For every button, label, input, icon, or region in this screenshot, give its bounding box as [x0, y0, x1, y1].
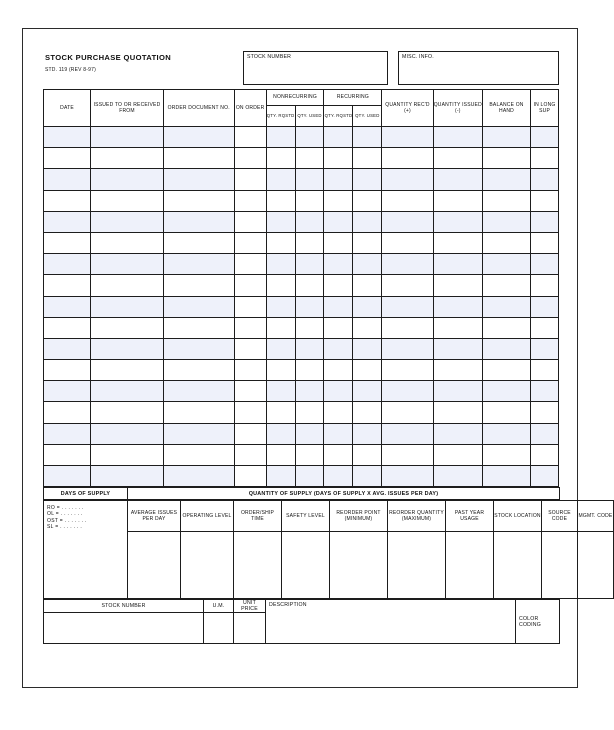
- col-header-date: DATE: [44, 90, 91, 127]
- table-cell[interactable]: [382, 275, 433, 296]
- sl-value: . . . . . . .: [60, 523, 83, 530]
- table-cell[interactable]: [324, 169, 353, 190]
- table-cell[interactable]: [433, 127, 482, 148]
- footer-col-header-unit-price: UNIT PRICE: [234, 600, 266, 613]
- table-cell[interactable]: [266, 275, 295, 296]
- table-cell[interactable]: [482, 211, 530, 232]
- col-header-in-long-sup: IN LONG SUP: [531, 90, 559, 127]
- table-cell[interactable]: [324, 275, 353, 296]
- table-cell[interactable]: [531, 423, 559, 444]
- table-cell[interactable]: [482, 444, 530, 465]
- table-cell[interactable]: [353, 423, 382, 444]
- table-cell[interactable]: [324, 127, 353, 148]
- col-header-reorder-quantity-maximum: REORDER QUANTITY (MAXIMUM): [388, 501, 446, 532]
- table-cell[interactable]: [91, 211, 164, 232]
- supply-band-table: [43, 487, 560, 500]
- table-cell[interactable]: [482, 402, 530, 423]
- table-cell[interactable]: [324, 254, 353, 275]
- table-cell[interactable]: [433, 190, 482, 211]
- table-cell[interactable]: [433, 148, 482, 169]
- table-cell[interactable]: [295, 423, 324, 444]
- table-cell[interactable]: [433, 466, 482, 487]
- table-cell[interactable]: [266, 296, 295, 317]
- table-row[interactable]: [44, 169, 559, 190]
- table-cell[interactable]: [91, 127, 164, 148]
- table-cell[interactable]: [324, 466, 353, 487]
- table-cell[interactable]: [482, 169, 530, 190]
- table-cell[interactable]: [324, 211, 353, 232]
- table-cell[interactable]: [44, 338, 91, 359]
- table-cell[interactable]: [353, 254, 382, 275]
- table-cell[interactable]: [531, 381, 559, 402]
- table-cell[interactable]: [353, 317, 382, 338]
- table-cell[interactable]: [266, 444, 295, 465]
- table-row[interactable]: [44, 466, 559, 487]
- table-header-row: [44, 90, 559, 106]
- table-cell[interactable]: [91, 381, 164, 402]
- table-cell[interactable]: [382, 190, 433, 211]
- table-cell[interactable]: [433, 360, 482, 381]
- table-cell[interactable]: [91, 169, 164, 190]
- value-reorder-quantity[interactable]: [388, 532, 446, 599]
- table-cell[interactable]: [163, 317, 234, 338]
- table-row[interactable]: [44, 232, 559, 253]
- footer-col-header-description: DESCRIPTION: [266, 600, 516, 644]
- table-cell[interactable]: [44, 402, 91, 423]
- value-mgmt-code[interactable]: [578, 532, 614, 599]
- ro-value: . . . . . . .: [61, 505, 84, 512]
- table-cell[interactable]: [295, 211, 324, 232]
- table-cell[interactable]: [266, 169, 295, 190]
- group-header-recurring: RECURRING: [324, 90, 382, 106]
- table-cell[interactable]: [433, 232, 482, 253]
- main-ledger-table: [43, 89, 559, 487]
- table-cell[interactable]: [163, 275, 234, 296]
- table-cell[interactable]: [234, 254, 266, 275]
- table-cell[interactable]: [234, 127, 266, 148]
- form-sheet: [22, 28, 613, 688]
- ost-label: OST =: [47, 517, 63, 524]
- form-body: [43, 51, 613, 644]
- table-cell[interactable]: [234, 423, 266, 444]
- col-header-order-ship-time: ORDER/SHIP TIME: [234, 501, 282, 532]
- table-cell[interactable]: [382, 127, 433, 148]
- footer-value-stock-number[interactable]: [44, 613, 204, 644]
- table-cell[interactable]: [531, 275, 559, 296]
- value-operating-level[interactable]: [181, 532, 234, 599]
- table-cell[interactable]: [295, 275, 324, 296]
- footer-col-header-um: U.M.: [204, 600, 234, 613]
- table-cell[interactable]: [163, 381, 234, 402]
- table-cell[interactable]: [324, 423, 353, 444]
- value-stock-location[interactable]: [494, 532, 542, 599]
- table-cell[interactable]: [163, 444, 234, 465]
- page-title: STOCK PURCHASE QUOTATION: [45, 53, 172, 62]
- table-cell[interactable]: [91, 317, 164, 338]
- table-row[interactable]: [44, 338, 559, 359]
- table-cell[interactable]: [382, 360, 433, 381]
- value-order-ship-time[interactable]: [234, 532, 282, 599]
- table-row[interactable]: [44, 402, 559, 423]
- table-cell[interactable]: [234, 466, 266, 487]
- table-cell[interactable]: [433, 296, 482, 317]
- table-cell[interactable]: [163, 338, 234, 359]
- table-cell[interactable]: [433, 169, 482, 190]
- value-average-issues-per-day[interactable]: [128, 532, 181, 599]
- table-cell[interactable]: [295, 190, 324, 211]
- col-header-nonrecurring-qty-rqstd: QTY. RQSTD: [266, 105, 295, 126]
- table-cell[interactable]: [266, 127, 295, 148]
- table-cell[interactable]: [266, 190, 295, 211]
- ol-label: OL =: [47, 511, 59, 518]
- col-header-average-issues-per-day: AVERAGE ISSUES PER DAY: [128, 501, 181, 532]
- table-cell[interactable]: [382, 317, 433, 338]
- supply-detail-value-row: [44, 532, 614, 599]
- table-cell[interactable]: [44, 423, 91, 444]
- table-cell[interactable]: [433, 423, 482, 444]
- table-row[interactable]: [44, 211, 559, 232]
- table-cell[interactable]: [163, 423, 234, 444]
- group-header-nonrecurring: NONRECURRING: [266, 90, 324, 106]
- table-cell[interactable]: [91, 296, 164, 317]
- table-row[interactable]: [44, 148, 559, 169]
- col-header-operating-level: OPERATING LEVEL: [181, 501, 234, 532]
- table-cell[interactable]: [234, 317, 266, 338]
- ledger-rows: [44, 127, 559, 487]
- table-cell[interactable]: [531, 148, 559, 169]
- table-cell[interactable]: [234, 381, 266, 402]
- table-cell[interactable]: [382, 254, 433, 275]
- col-header-safety-level: SAFETY LEVEL: [282, 501, 330, 532]
- table-row[interactable]: [44, 275, 559, 296]
- table-cell[interactable]: [482, 423, 530, 444]
- table-cell[interactable]: [353, 402, 382, 423]
- table-cell[interactable]: [324, 148, 353, 169]
- table-cell[interactable]: [531, 169, 559, 190]
- table-cell[interactable]: [295, 127, 324, 148]
- table-cell[interactable]: [295, 338, 324, 359]
- table-cell[interactable]: [353, 211, 382, 232]
- table-cell[interactable]: [266, 317, 295, 338]
- table-cell[interactable]: [44, 360, 91, 381]
- form-number: STD. 119 (REV 8-97): [45, 67, 96, 73]
- stock-number-box[interactable]: [243, 51, 388, 85]
- table-cell[interactable]: [91, 360, 164, 381]
- table-cell[interactable]: [482, 275, 530, 296]
- stock-number-label: STOCK NUMBER: [247, 54, 292, 60]
- table-cell[interactable]: [163, 466, 234, 487]
- table-cell[interactable]: [295, 169, 324, 190]
- table-cell[interactable]: [234, 338, 266, 359]
- table-cell[interactable]: [433, 338, 482, 359]
- title-block: [43, 51, 559, 87]
- table-cell[interactable]: [234, 211, 266, 232]
- sl-label: SL =: [47, 523, 59, 530]
- table-cell[interactable]: [353, 466, 382, 487]
- table-cell[interactable]: [266, 211, 295, 232]
- table-cell[interactable]: [382, 211, 433, 232]
- table-cell[interactable]: [482, 360, 530, 381]
- table-cell[interactable]: [382, 338, 433, 359]
- table-cell[interactable]: [482, 254, 530, 275]
- table-cell[interactable]: [44, 254, 91, 275]
- table-cell[interactable]: [531, 296, 559, 317]
- table-cell[interactable]: [295, 232, 324, 253]
- table-cell[interactable]: [482, 296, 530, 317]
- table-cell[interactable]: [266, 232, 295, 253]
- table-cell[interactable]: [295, 148, 324, 169]
- table-cell[interactable]: [163, 190, 234, 211]
- table-cell[interactable]: [91, 423, 164, 444]
- col-header-recurring-qty-used: QTY. USED: [353, 105, 382, 126]
- quantity-of-supply-band-label: QUANTITY OF SUPPLY (DAYS OF SUPPLY X AVG. ISSUES PER DAY): [128, 488, 560, 500]
- table-cell[interactable]: [382, 296, 433, 317]
- table-cell[interactable]: [234, 360, 266, 381]
- ro-label: RO =: [47, 505, 61, 512]
- table-cell[interactable]: [266, 360, 295, 381]
- table-cell[interactable]: [91, 402, 164, 423]
- table-cell[interactable]: [433, 275, 482, 296]
- table-cell[interactable]: [295, 254, 324, 275]
- table-cell[interactable]: [266, 423, 295, 444]
- table-cell[interactable]: [44, 232, 91, 253]
- table-cell[interactable]: [234, 190, 266, 211]
- table-cell[interactable]: [44, 296, 91, 317]
- table-cell[interactable]: [482, 466, 530, 487]
- col-header-stock-location: STOCK LOCATION: [494, 501, 542, 532]
- misc-info-box[interactable]: [398, 51, 559, 85]
- table-cell[interactable]: [324, 444, 353, 465]
- table-cell[interactable]: [353, 360, 382, 381]
- table-cell[interactable]: [324, 381, 353, 402]
- table-cell[interactable]: [163, 232, 234, 253]
- table-cell[interactable]: [44, 275, 91, 296]
- table-cell[interactable]: [382, 232, 433, 253]
- table-cell[interactable]: [266, 381, 295, 402]
- table-cell[interactable]: [531, 254, 559, 275]
- col-header-mgmt-code: MGMT. CODE: [578, 501, 614, 532]
- table-cell[interactable]: [531, 466, 559, 487]
- table-cell[interactable]: [531, 232, 559, 253]
- table-cell[interactable]: [44, 466, 91, 487]
- table-cell[interactable]: [234, 232, 266, 253]
- table-cell[interactable]: [353, 275, 382, 296]
- col-header-order-document-no: ORDER DOCUMENT NO.: [163, 90, 234, 127]
- table-cell[interactable]: [234, 444, 266, 465]
- value-safety-level[interactable]: [282, 532, 330, 599]
- table-cell[interactable]: [163, 127, 234, 148]
- footer-col-header-color-coding: COLOR CODING: [516, 600, 560, 644]
- table-cell[interactable]: [44, 190, 91, 211]
- col-header-quantity-received: QUANTITY REC'D (+): [382, 90, 433, 127]
- table-cell[interactable]: [353, 444, 382, 465]
- table-cell[interactable]: [482, 381, 530, 402]
- table-cell[interactable]: [163, 296, 234, 317]
- table-cell[interactable]: [266, 338, 295, 359]
- table-cell[interactable]: [531, 190, 559, 211]
- table-cell[interactable]: [266, 402, 295, 423]
- table-cell[interactable]: [382, 169, 433, 190]
- table-cell[interactable]: [482, 127, 530, 148]
- value-reorder-point[interactable]: [330, 532, 388, 599]
- col-header-recurring-qty-rqstd: QTY. RQSTD: [324, 105, 353, 126]
- table-cell[interactable]: [295, 466, 324, 487]
- table-cell[interactable]: [353, 232, 382, 253]
- footer-table: [43, 599, 560, 644]
- ost-value: . . . . . . .: [64, 517, 87, 524]
- table-row[interactable]: [44, 381, 559, 402]
- table-cell[interactable]: [295, 360, 324, 381]
- table-row[interactable]: [44, 254, 559, 275]
- table-cell[interactable]: [531, 317, 559, 338]
- table-cell[interactable]: [324, 317, 353, 338]
- col-header-source-code: SOURCE CODE: [542, 501, 578, 532]
- table-cell[interactable]: [353, 338, 382, 359]
- supply-detail-table: [43, 500, 614, 599]
- table-cell[interactable]: [531, 402, 559, 423]
- table-cell[interactable]: [163, 360, 234, 381]
- value-past-year-usage[interactable]: [446, 532, 494, 599]
- table-cell[interactable]: [324, 232, 353, 253]
- table-cell[interactable]: [44, 381, 91, 402]
- table-cell[interactable]: [324, 338, 353, 359]
- table-cell[interactable]: [91, 444, 164, 465]
- ol-value: . . . . . . .: [60, 511, 83, 518]
- table-cell[interactable]: [433, 317, 482, 338]
- table-cell[interactable]: [353, 127, 382, 148]
- table-cell[interactable]: [531, 444, 559, 465]
- table-cell[interactable]: [91, 466, 164, 487]
- col-header-issued-to-or-received-from: ISSUED TO OR RECEIVED FROM: [91, 90, 164, 127]
- col-header-on-order: ON ORDER: [234, 90, 266, 127]
- col-header-balance-on-hand: BALANCE ON HAND: [482, 90, 530, 127]
- table-row[interactable]: [44, 444, 559, 465]
- footer-value-um[interactable]: [204, 613, 234, 644]
- table-cell[interactable]: [324, 402, 353, 423]
- table-row[interactable]: [44, 296, 559, 317]
- table-cell[interactable]: [433, 211, 482, 232]
- table-cell[interactable]: [382, 381, 433, 402]
- table-row[interactable]: [44, 423, 559, 444]
- table-cell[interactable]: [353, 169, 382, 190]
- table-cell[interactable]: [234, 275, 266, 296]
- table-cell[interactable]: [382, 444, 433, 465]
- table-cell[interactable]: [531, 127, 559, 148]
- table-cell[interactable]: [433, 444, 482, 465]
- table-cell[interactable]: [353, 148, 382, 169]
- table-cell[interactable]: [234, 169, 266, 190]
- table-row[interactable]: [44, 360, 559, 381]
- table-cell[interactable]: [433, 381, 482, 402]
- table-cell[interactable]: [44, 444, 91, 465]
- table-row[interactable]: [44, 190, 559, 211]
- table-cell[interactable]: [163, 211, 234, 232]
- table-cell[interactable]: [482, 148, 530, 169]
- table-cell[interactable]: [324, 296, 353, 317]
- table-cell[interactable]: [234, 296, 266, 317]
- table-cell[interactable]: [234, 148, 266, 169]
- table-cell[interactable]: [482, 190, 530, 211]
- col-header-nonrecurring-qty-used: QTY. USED: [295, 105, 324, 126]
- table-cell[interactable]: [91, 190, 164, 211]
- table-cell[interactable]: [353, 381, 382, 402]
- table-cell[interactable]: [353, 190, 382, 211]
- table-cell[interactable]: [482, 232, 530, 253]
- table-cell[interactable]: [353, 296, 382, 317]
- table-cell[interactable]: [482, 317, 530, 338]
- table-cell[interactable]: [91, 275, 164, 296]
- col-header-quantity-issued: QUANTITY ISSUED (-): [433, 90, 482, 127]
- footer-col-header-stock-number: STOCK NUMBER: [44, 600, 204, 613]
- table-cell[interactable]: [266, 254, 295, 275]
- table-cell[interactable]: [234, 402, 266, 423]
- value-source-code[interactable]: [542, 532, 578, 599]
- table-cell[interactable]: [44, 317, 91, 338]
- supply-detail-header-row: [44, 501, 614, 532]
- table-cell[interactable]: [382, 423, 433, 444]
- footer-header-row: [44, 600, 560, 613]
- table-cell[interactable]: [531, 211, 559, 232]
- table-cell[interactable]: [531, 338, 559, 359]
- table-cell[interactable]: [531, 360, 559, 381]
- table-cell[interactable]: [324, 190, 353, 211]
- table-cell[interactable]: [163, 254, 234, 275]
- table-cell[interactable]: [44, 211, 91, 232]
- table-cell[interactable]: [295, 381, 324, 402]
- days-of-supply-band-label: DAYS OF SUPPLY: [44, 488, 128, 500]
- table-cell[interactable]: [433, 254, 482, 275]
- table-cell[interactable]: [266, 466, 295, 487]
- table-cell[interactable]: [482, 338, 530, 359]
- table-cell[interactable]: [163, 402, 234, 423]
- table-row[interactable]: [44, 317, 559, 338]
- table-cell[interactable]: [382, 148, 433, 169]
- table-cell[interactable]: [382, 402, 433, 423]
- col-header-reorder-point-minimum: REORDER POINT (MINIMUM): [330, 501, 388, 532]
- table-row[interactable]: [44, 127, 559, 148]
- table-cell[interactable]: [44, 169, 91, 190]
- table-cell[interactable]: [433, 402, 482, 423]
- table-cell[interactable]: [44, 148, 91, 169]
- col-header-past-year-usage: PAST YEAR USAGE: [446, 501, 494, 532]
- table-cell[interactable]: [382, 466, 433, 487]
- footer-value-unit-price[interactable]: [234, 613, 266, 644]
- misc-info-label: MISC. INFO.: [402, 54, 434, 60]
- table-cell[interactable]: [295, 402, 324, 423]
- table-cell[interactable]: [91, 338, 164, 359]
- table-cell[interactable]: [91, 232, 164, 253]
- table-cell[interactable]: [163, 169, 234, 190]
- days-of-supply-fields[interactable]: [44, 501, 128, 599]
- table-cell[interactable]: [163, 148, 234, 169]
- table-cell[interactable]: [295, 317, 324, 338]
- table-cell[interactable]: [266, 148, 295, 169]
- table-cell[interactable]: [44, 127, 91, 148]
- table-cell[interactable]: [91, 254, 164, 275]
- table-cell[interactable]: [324, 360, 353, 381]
- sl-field[interactable]: [47, 524, 124, 530]
- table-cell[interactable]: [295, 444, 324, 465]
- table-cell[interactable]: [91, 148, 164, 169]
- supply-band-row: [44, 488, 560, 500]
- table-cell[interactable]: [295, 296, 324, 317]
